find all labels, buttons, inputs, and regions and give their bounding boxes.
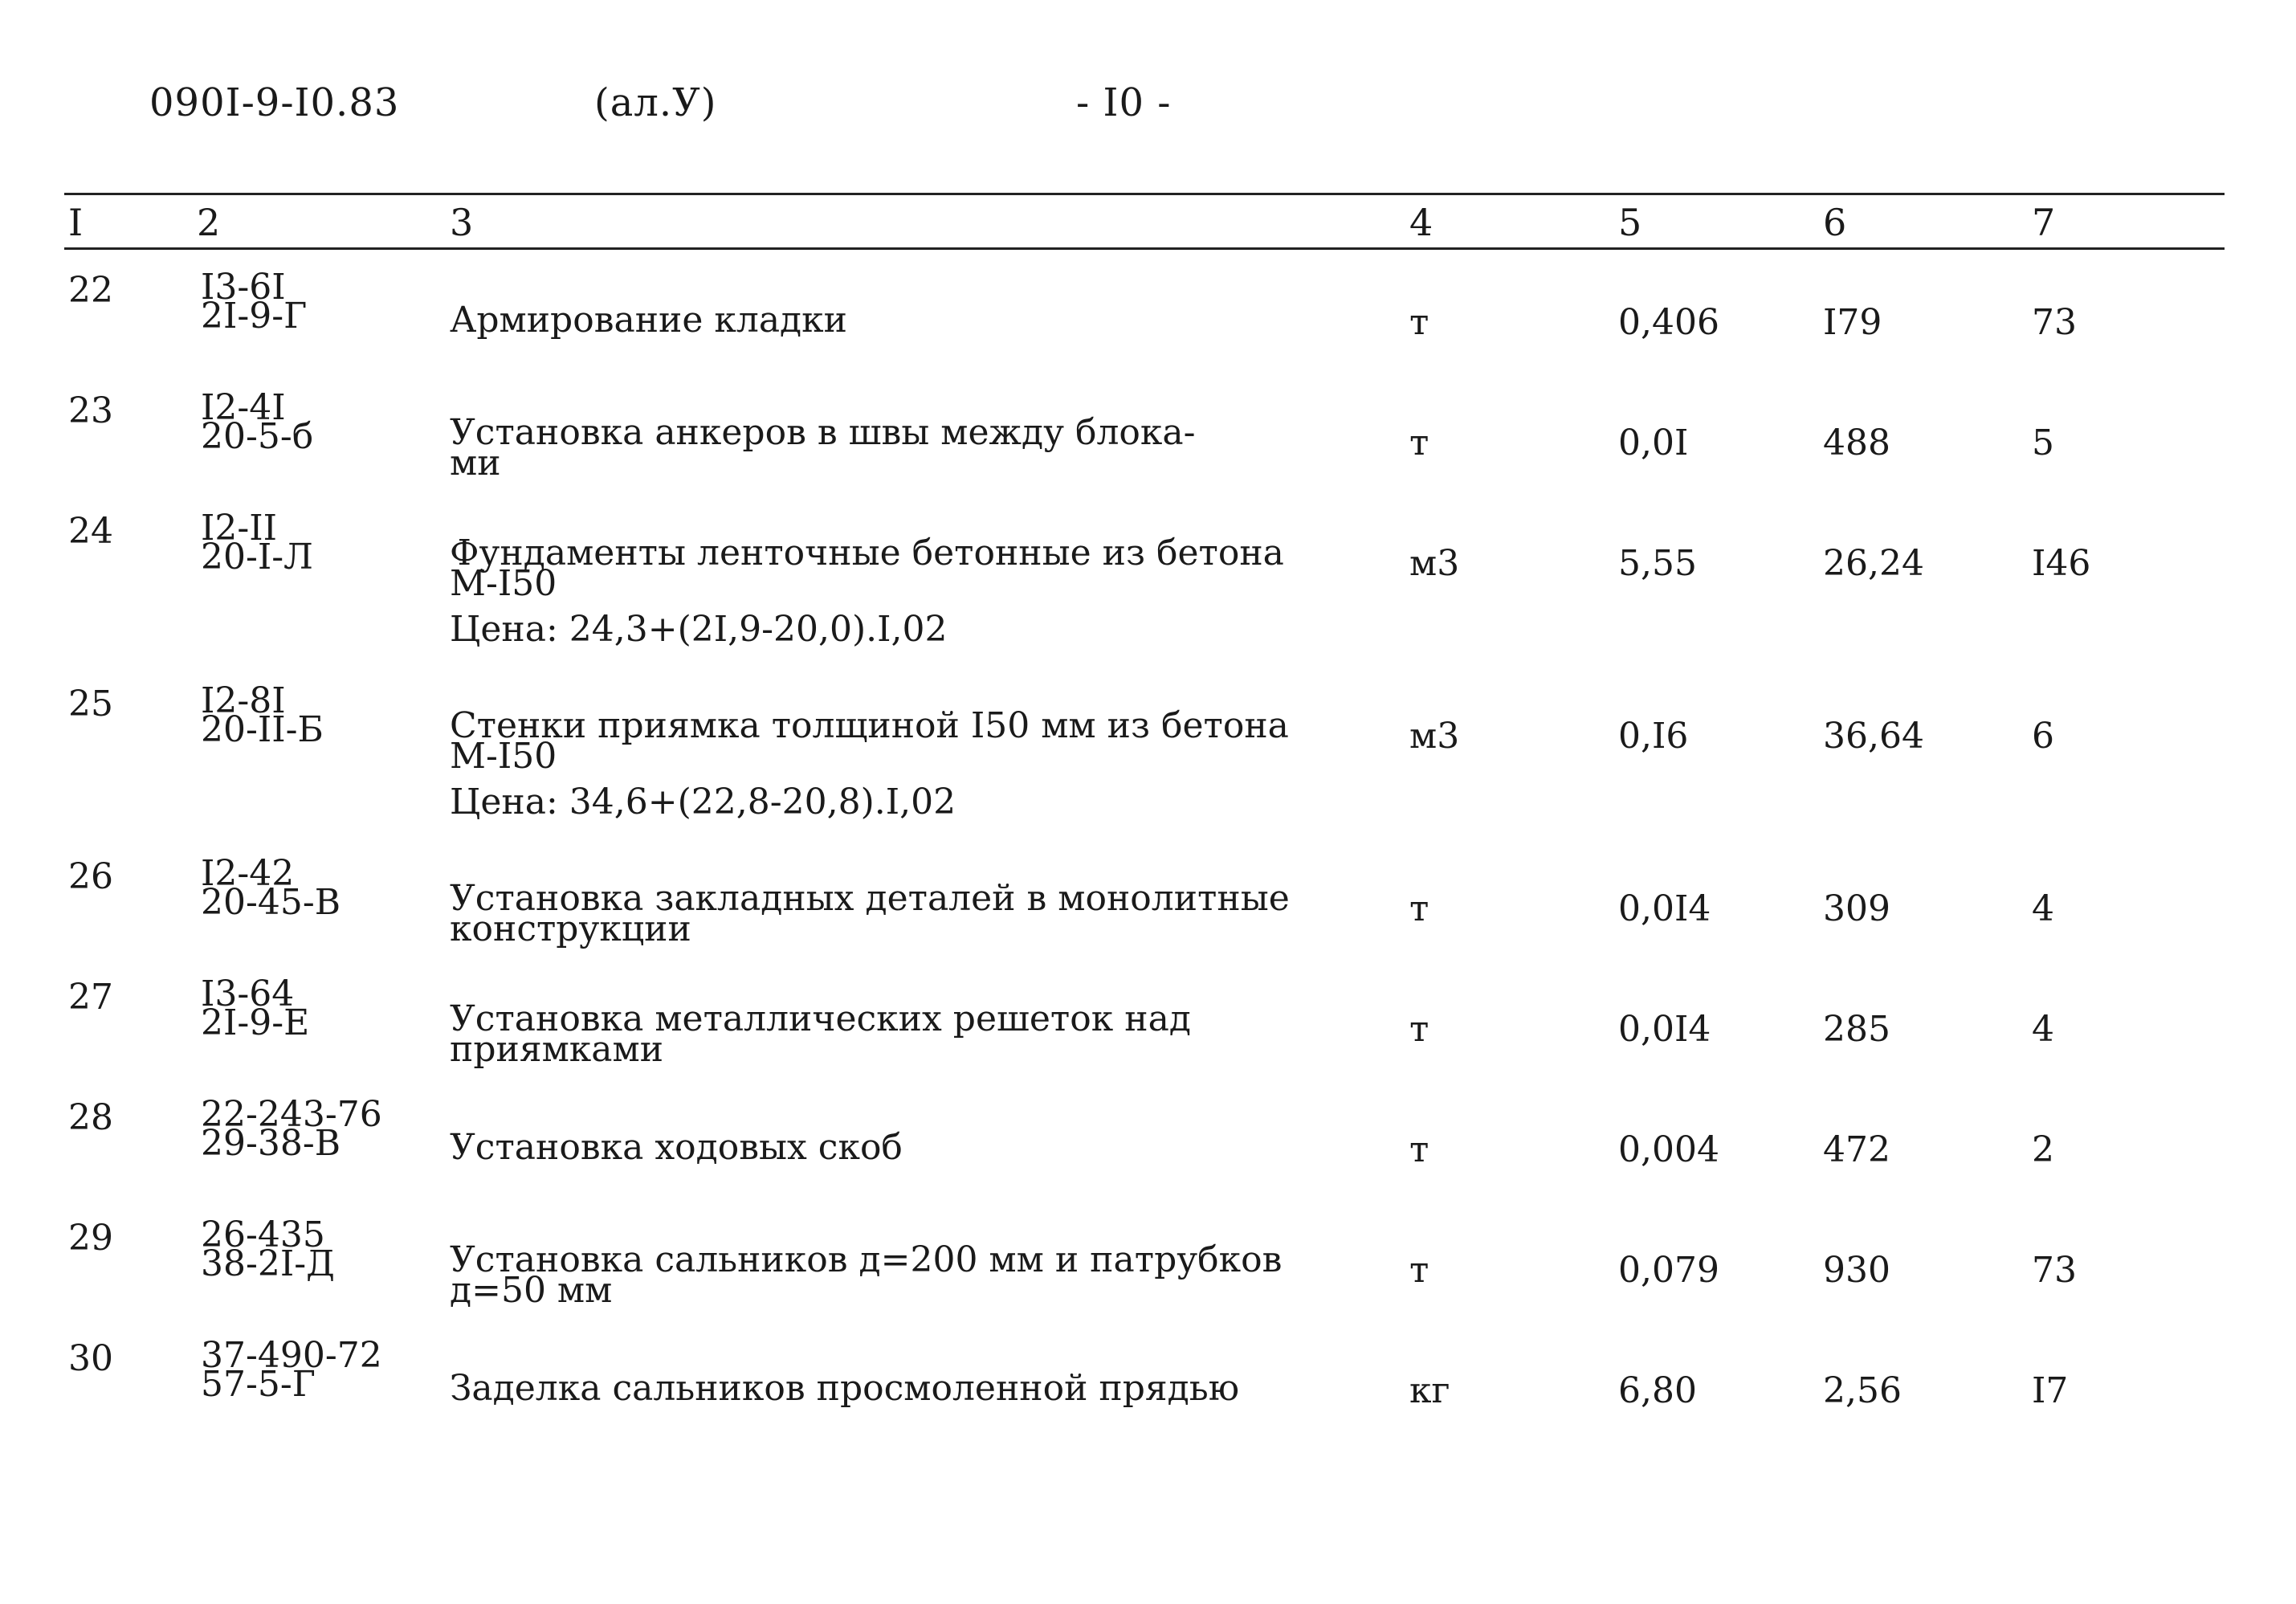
work-description-line-2: М-I50 [450,563,557,604]
work-description [450,998,1191,1070]
work-description [450,412,1196,484]
column-header-2: 2 [197,201,221,244]
table-row [0,267,2296,394]
quantity: 0,0I [1618,422,1689,463]
unit: т [1409,422,1429,463]
column-header-7: 7 [2032,201,2056,244]
norm-code-line-1: I2-4I [201,387,286,428]
unit: м3 [1409,716,1460,757]
row-number: 28 [68,1097,113,1138]
table-row [0,1094,2296,1221]
work-description [450,705,1289,777]
quantity: 0,406 [1618,302,1719,343]
norm-code-line-2: 38-2I-Д [201,1243,335,1284]
unit-cost: 285 [1823,1009,1890,1050]
norm-code-line-1: I2-II [201,508,278,549]
quantity: 0,079 [1618,1250,1719,1291]
norm-code-line-1: I2-8I [201,680,286,721]
unit-cost: 488 [1823,422,1890,463]
row-number: 24 [68,511,113,552]
unit-cost: 36,64 [1823,716,1924,757]
table-header-rule [64,247,2225,250]
work-description-line-1: Установка сальников д=200 мм и патрубков [450,1239,1283,1280]
quantity: 0,004 [1618,1129,1719,1170]
total-cost: 73 [2032,1250,2077,1291]
total-cost: 73 [2032,302,2077,343]
quantity: 5,55 [1618,543,1697,584]
row-number: 27 [68,977,113,1018]
row-number: 30 [68,1338,113,1379]
norm-code-line-1: 26-435 [201,1214,325,1255]
norm-code-line-2: 2I-9-Е [201,1002,310,1043]
table-row [0,1335,2296,1462]
unit-cost: 26,24 [1823,543,1924,584]
unit-cost: 2,56 [1823,1370,1902,1411]
table-row [0,508,2296,650]
norm-code [201,973,310,1043]
total-cost: 4 [2032,888,2054,929]
work-description-line-2: М-I50 [450,736,557,777]
norm-code [201,680,324,750]
work-description [450,878,1290,949]
norm-code-line-1: I3-64 [201,973,295,1014]
work-description-line-2: ми [450,443,501,484]
norm-code-line-2: 20-5-б [201,416,314,457]
unit-cost: 472 [1823,1129,1890,1170]
column-header-5: 5 [1618,201,1642,244]
unit-cost: I79 [1823,302,1882,343]
row-number: 25 [68,684,113,724]
unit-cost: 309 [1823,888,1890,929]
norm-code [201,1335,382,1405]
work-description [450,1239,1283,1311]
unit: т [1409,302,1429,343]
total-cost: I46 [2032,543,2091,584]
unit: т [1409,1250,1429,1291]
unit: т [1409,1009,1429,1050]
norm-code [201,508,313,578]
work-description-line-1: Установка ходовых скоб [450,1127,903,1168]
table-row [0,680,2296,822]
norm-code [201,267,308,337]
table-row [0,1214,2296,1341]
work-description-line-1: Установка металлических решеток над [450,998,1191,1039]
price-formula: Цена: 24,3+(2I,9-20,0).I,02 [450,609,948,650]
row-number: 29 [68,1218,113,1259]
column-header-1: I [68,201,84,244]
unit: т [1409,1129,1429,1170]
row-number: 23 [68,390,113,431]
norm-code-line-1: 37-490-72 [201,1335,382,1376]
norm-code [201,387,314,457]
column-header-4: 4 [1409,201,1433,244]
quantity: 6,80 [1618,1370,1697,1411]
price-formula: Цена: 34,6+(22,8-20,8).I,02 [450,782,956,822]
work-description-line-1: Установка закладных деталей в монолитные [450,878,1290,919]
norm-code-line-2: 20-I-Л [201,537,313,578]
unit-cost: 930 [1823,1250,1890,1291]
table-row [0,853,2296,980]
work-description [450,300,847,341]
norm-code-line-1: I2-42 [201,853,295,894]
quantity: 0,I6 [1618,716,1689,757]
norm-code-line-2: 57-5-Г [201,1364,316,1405]
column-header-6: 6 [1823,201,1847,244]
total-cost: 6 [2032,716,2054,757]
norm-code [201,1094,382,1164]
norm-code [201,1214,335,1284]
work-description-line-2: д=50 мм [450,1270,613,1311]
norm-code [201,853,341,923]
work-description-line-1: Заделка сальников просмоленной прядью [450,1368,1240,1409]
column-header-3: 3 [450,201,474,244]
work-description [450,1368,1240,1409]
norm-code-line-2: 29-38-В [201,1123,341,1164]
work-description-line-2: конструкции [450,908,691,949]
norm-code-line-1: I3-6I [201,267,286,308]
norm-code-line-2: 20-45-В [201,882,341,923]
work-description [450,1127,903,1168]
table-top-rule [64,193,2225,195]
work-description-line-1: Установка анкеров в швы между блока- [450,412,1196,453]
table-row [0,387,2296,514]
norm-code-line-1: 22-243-76 [201,1094,382,1135]
unit: т [1409,888,1429,929]
work-description-line-2: приямками [450,1029,664,1070]
quantity: 0,0I4 [1618,888,1711,929]
row-number: 26 [68,856,113,897]
work-description [450,533,1284,604]
work-description-line-1: Стенки приямка толщиной I50 мм из бетона [450,705,1289,746]
norm-code-line-2: 20-II-Б [201,709,324,750]
unit: м3 [1409,543,1460,584]
table-row [0,973,2296,1100]
page-number: - I0 - [1076,80,1172,125]
total-cost: 5 [2032,422,2054,463]
total-cost: 2 [2032,1129,2054,1170]
unit: кг [1409,1370,1450,1411]
album-label: (ал.У) [594,80,717,125]
document-code: 090I-9-I0.83 [149,80,400,125]
total-cost: 4 [2032,1009,2054,1050]
quantity: 0,0I4 [1618,1009,1711,1050]
total-cost: I7 [2032,1370,2069,1411]
row-number: 22 [68,270,113,311]
work-description-line-1: Армирование кладки [450,300,847,341]
work-description-line-1: Фундаменты ленточные бетонные из бетона [450,533,1284,573]
norm-code-line-2: 2I-9-Г [201,296,308,337]
